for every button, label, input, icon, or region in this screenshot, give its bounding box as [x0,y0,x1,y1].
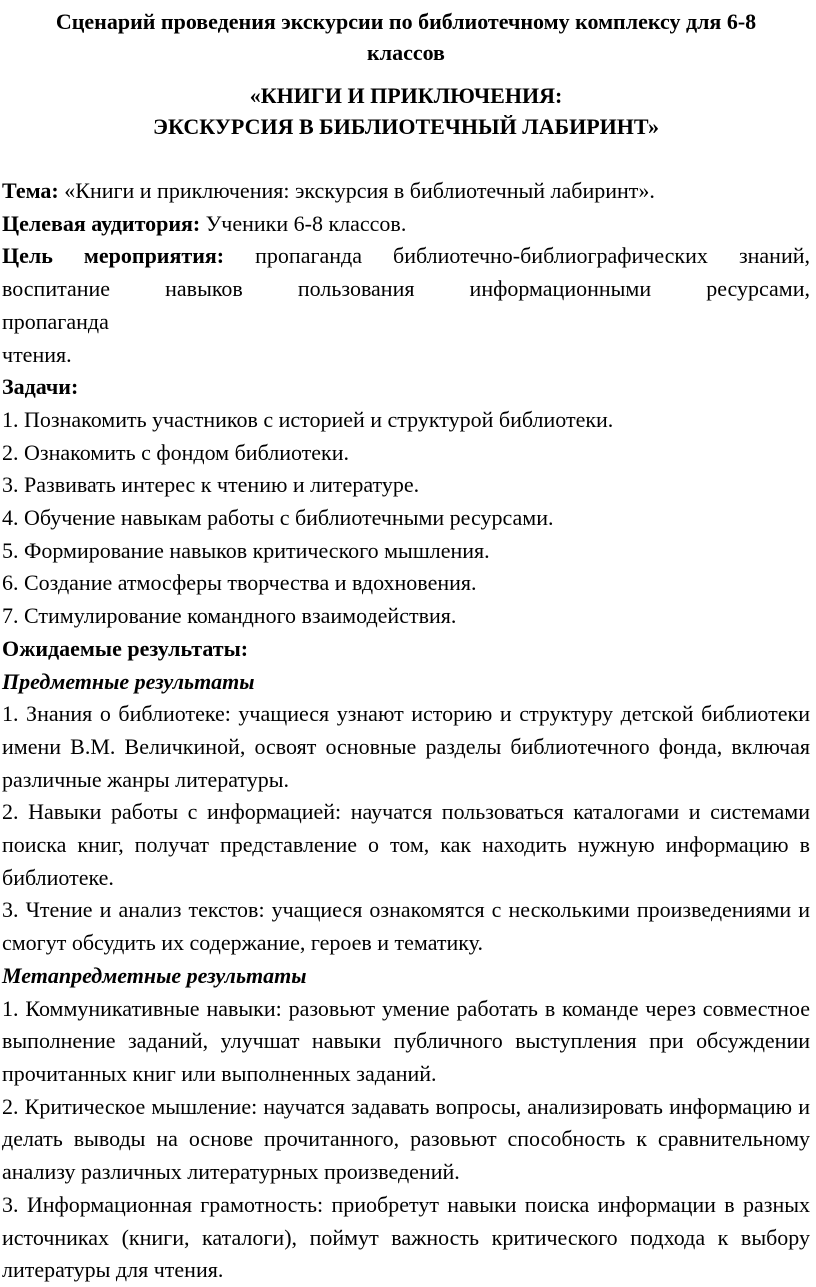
subject-results-heading: Предметные результаты [2,668,255,694]
task-item: 4. Обучение навыкам работы с библиотечными ресурсами. [2,505,554,531]
audience-line [2,208,810,241]
goal-label: Цель мероприятия: [2,243,225,269]
task-item: 6. Создание атмосферы творчества и вдохновения. [2,570,477,596]
subject-result-item: 3. Чтение и анализ текстов: учащиеся ознакомятся с несколькими произведениями и смогут обсудить их содержание, героев и тематику. [2,897,810,956]
subtitle-line-1: «КНИГИ И ПРИКЛЮЧЕНИЯ: [249,83,563,108]
task-item: 2. Ознакомить с фондом библиотеки. [2,439,350,465]
document-subtitle [2,80,810,142]
document-title: Сценарий проведения экскурсии по библиотечному комплексу для 6-8 классов [55,9,757,65]
topic-label: Тема: [2,178,59,203]
meta-result-item: 3. Информационная грамотность: приобретут навыки поиска информации в разных источниках (книги, каталоги), поймут важность критического подхода к выбору литературы для чтения. [2,1191,810,1283]
audience-label: Целевая аудитория: [2,210,201,236]
task-item: 5. Формирование навыков критического мышления. [2,537,490,563]
document-body [2,175,810,1287]
subtitle-line-2: ЭКСКУРСИЯ В БИБЛИОТЕЧНЫЙ ЛАБИРИНТ» [153,114,659,139]
audience-value: Ученики 6-8 классов. [200,210,407,236]
meta-result-item: 2. Критическое мышление: научатся задавать вопросы, анализировать информацию и делать выводы на основе прочитанного, разовьют способность к сравнительному анализу различных литературных произведений. [2,1093,810,1185]
subject-result-item: 1. Знания о библиотеке: учащиеся узнают историю и структуру детской библиотеки имени В.М. Величкиной, освоят основные разделы библиотечного фонда, включая различные жанры литературы. [2,701,810,792]
goal-line-4: чтения. [2,341,72,367]
task-item: 3. Развивать интерес к чтению и литературе. [2,472,420,498]
subject-result-item: 2. Навыки работы с информацией: научатся пользоваться каталогами и системами поиска книг, получат представление о том, как находить нужную информацию в библиотеке. [2,799,810,890]
goal-line-1 [2,240,810,273]
meta-results-heading: Метапредметные результаты [2,962,307,988]
topic-line [2,175,810,208]
meta-result-item: 1. Коммуникативные навыки: разовьют умение работать в команде через совместное выполнение заданий, улучшат навыки публичного выступления при обсуждении прочитанных книг или выполненных заданий. [2,995,810,1086]
tasks-heading: Задачи: [2,374,79,400]
topic-value: «Книги и приключения: экскурсия в библиотечный лабиринт». [58,178,655,203]
results-heading: Ожидаемые результаты: [2,635,249,661]
goal-value-1: пропаганда библиотечно-библиографических знаний, [224,243,810,269]
task-item: 1. Познакомить участников с историей и структурой библиотеки. [2,406,614,432]
goal-line-3: пропаганда [2,308,109,334]
task-item: 7. Стимулирование командного взаимодействия. [2,603,457,629]
goal-line-2: воспитание навыков пользования информационными ресурсами, [2,276,810,302]
